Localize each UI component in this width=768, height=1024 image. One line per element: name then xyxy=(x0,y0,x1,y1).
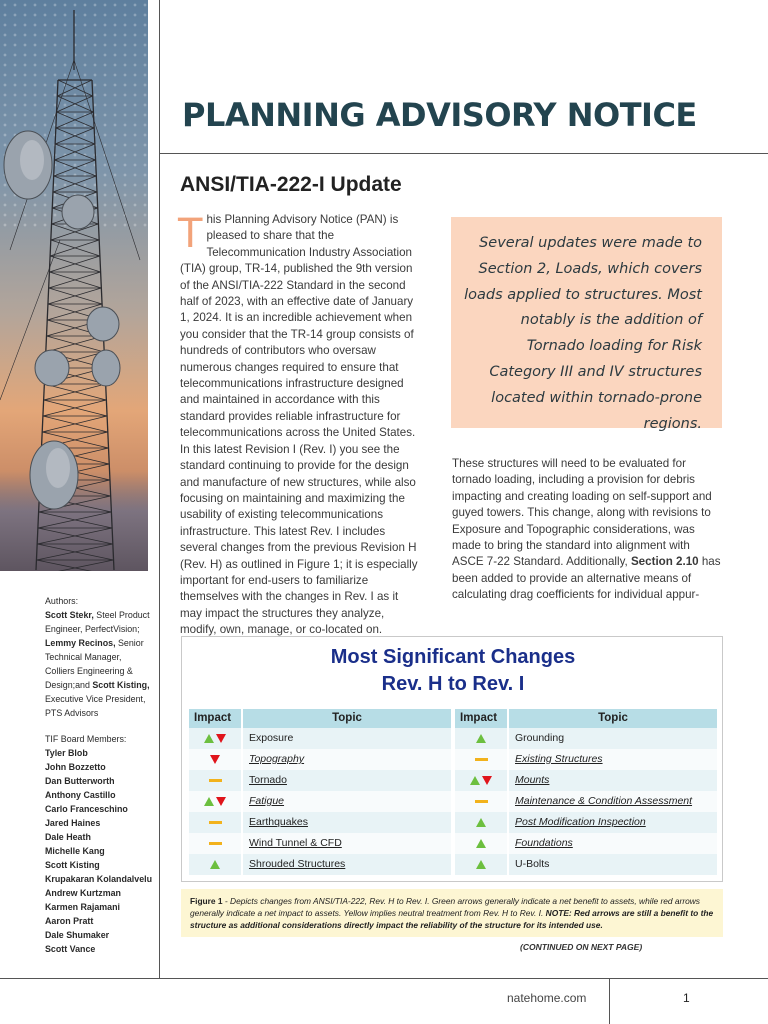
table-row xyxy=(455,749,717,770)
impact-indicator xyxy=(189,770,241,791)
article-text-1: his Planning Advisory Notice (PAN) is pleased to share that the Telecommunication Industry Association (TIA) group, TR-14, published the 9th version of the ANSI/TIA-222 Standard in the second half of 2023, with an effective date of January 1, 2024. It is an incredible achievement when you consider that the TR-14 group consists of hundreds of contributors who oversaw numerous changes required to ensure that telecommunications infrastructure designed and maintained in accordance with this standard provides reliable infrastructure for telecommunications across the United States. In this latest Revision I (Rev. I) you see the standard continuing to provide for the design and manufacture of new structures, while also focusing on maintaining and maximizing the usability of existing telecommunications infrastructure. This latest Rev. I includes several changes from the previous Revision H (Rev. H) as outlined in Figure 1; it is especially important for end-users to familiarize themselves with the changes in Rev. I as it may impact the structures they analyze, modify, own, manage, or co-located on. xyxy=(180,213,418,637)
caption-text: - Depicts changes from ANSI/TIA-222, Rev. H to Rev. I. Green arrows generally indicate a net benefit to assets, while red arrows generally indicate a net impact to assets. Yellow implies neutral treatment from Rev. H to Rev. I. xyxy=(190,896,700,919)
impact-indicator xyxy=(189,791,241,812)
board-label: TIF Board Members: xyxy=(45,734,127,744)
topic-cell: Existing Structures xyxy=(515,753,603,765)
impact-indicator xyxy=(189,728,241,749)
impact-indicator xyxy=(455,770,507,791)
board-members-list xyxy=(45,746,153,956)
article-column-2 xyxy=(452,456,722,604)
table-row xyxy=(455,854,717,875)
pull-quote-callout xyxy=(451,217,722,432)
topic-header: Topic xyxy=(241,709,451,728)
table-row xyxy=(455,770,717,791)
author-name: Scott Stekr, xyxy=(45,610,94,620)
board-member: Andrew Kurtzman xyxy=(45,888,121,898)
topic-cell: U-Bolts xyxy=(515,858,550,870)
article-column-1 xyxy=(180,212,423,639)
impact-indicator xyxy=(189,833,241,854)
topic-cell: Tornado xyxy=(249,774,287,786)
green-up-arrow-icon xyxy=(476,839,486,848)
red-down-arrow-icon xyxy=(216,734,226,743)
impact-header: Impact xyxy=(194,712,232,724)
board-member: Michelle Kang xyxy=(45,846,105,856)
green-up-arrow-icon xyxy=(476,860,486,869)
topic-cell: Topography xyxy=(249,753,305,765)
impact-indicator xyxy=(455,728,507,749)
red-down-arrow-icon xyxy=(482,776,492,785)
board-member: Scott Kisting xyxy=(45,860,100,870)
caption-label: Figure 1 xyxy=(190,896,223,906)
board-member: Dan Butterworth xyxy=(45,776,115,786)
yellow-dash-icon xyxy=(475,800,488,803)
yellow-dash-icon xyxy=(209,821,222,824)
table-row xyxy=(455,812,717,833)
board-member: Aaron Pratt xyxy=(45,916,94,926)
section-reference: Section 2.10 xyxy=(630,555,699,569)
topic-header: Topic xyxy=(507,709,717,728)
board-member: John Bozzetto xyxy=(45,762,106,772)
article-text-2a: These structures will need to be evaluated for tornado loading, including a provision for debris impacting and creating loading on self-support and guyed towers. This change, along with revisions to Exposure and Topographic considerations, was made to bring the standard into alignment with ASCE 7-22 Standard. Additionally, xyxy=(452,457,712,569)
red-down-arrow-icon xyxy=(210,755,220,764)
impact-indicator xyxy=(189,812,241,833)
changes-figure xyxy=(181,636,723,882)
authors-list xyxy=(45,608,153,720)
topic-cell: Post Modification Inspection xyxy=(515,816,646,828)
board-member: Dale Heath xyxy=(45,832,91,842)
figure-title-line-1: Most Significant Changes xyxy=(330,646,576,668)
figure-title-line-2: Rev. H to Rev. I xyxy=(381,673,525,695)
figure-caption xyxy=(181,889,723,937)
topic-cell: Exposure xyxy=(249,732,294,744)
board-member: Krupakaran Kolandalvelu xyxy=(45,874,153,884)
page-number: 1 xyxy=(683,991,690,1005)
green-up-arrow-icon xyxy=(470,776,480,785)
table-row xyxy=(189,833,451,854)
board-member: Karmen Rajamani xyxy=(45,902,120,912)
green-up-arrow-icon xyxy=(476,734,486,743)
drop-cap: T xyxy=(178,211,203,257)
topic-cell: Maintenance & Condition Assessment xyxy=(515,795,693,807)
table-row xyxy=(455,833,717,854)
impact-indicator xyxy=(455,749,507,770)
table-row xyxy=(189,854,451,875)
topic-cell: Foundations xyxy=(515,837,573,849)
impact-indicator xyxy=(455,812,507,833)
table-header xyxy=(455,709,717,728)
red-down-arrow-icon xyxy=(216,797,226,806)
author-name: Lemmy Recinos, xyxy=(45,638,116,648)
continued-note: (CONTINUED ON NEXT PAGE) xyxy=(520,942,643,952)
credits-sidebar xyxy=(45,594,153,956)
board-member: Anthony Castillo xyxy=(45,790,116,800)
author-detail: Steel Product Engineer, PerfectVision; xyxy=(45,610,150,634)
author-detail: Executive Vice President, PTS Advisors xyxy=(45,694,146,718)
board-member: Scott Vance xyxy=(45,944,96,954)
caption-note: NOTE: Red arrows are still a benefit to the structure as additional considerations directly impact the reliability of the structure for its intended use. xyxy=(190,908,714,931)
author-detail: Senior Technical Manager, Colliers Engineering & Design;and xyxy=(45,638,144,690)
yellow-dash-icon xyxy=(209,842,222,845)
table-row xyxy=(189,812,451,833)
board-member: Carlo Franceschino xyxy=(45,804,128,814)
table-row xyxy=(455,791,717,812)
impact-indicator xyxy=(455,854,507,875)
table-row xyxy=(189,770,451,791)
authors-label: Authors: xyxy=(45,596,79,606)
author-name: Scott Kisting, xyxy=(92,680,150,690)
board-member: Dale Shumaker xyxy=(45,930,110,940)
impact-indicator xyxy=(455,833,507,854)
table-row xyxy=(189,749,451,770)
page-title: PLANNING ADVISORY NOTICE xyxy=(182,96,697,134)
article-subtitle: ANSI/TIA-222-I Update xyxy=(180,173,402,196)
impact-indicator xyxy=(189,854,241,875)
pull-quote-text: Several updates were made to Section 2, Loads, which covers loads applied to structures. Most notably is the addition of Tornado loading for Risk Category III and IV structures located within tornado-prone regions. xyxy=(464,235,702,432)
board-member: Jared Haines xyxy=(45,818,101,828)
impact-indicator xyxy=(189,749,241,770)
topic-cell: Fatigue xyxy=(249,795,285,807)
impact-indicator xyxy=(455,791,507,812)
topic-cell: Shrouded Structures xyxy=(249,858,346,870)
yellow-dash-icon xyxy=(475,758,488,761)
green-up-arrow-icon xyxy=(204,797,214,806)
article-text-2b: has been added to provide an alternative means of calculating drag coefficients for individual appur- xyxy=(452,555,721,602)
table-row xyxy=(189,728,451,749)
topic-cell: Wind Tunnel & CFD xyxy=(249,837,342,849)
cell-tower-photo xyxy=(0,0,148,571)
green-up-arrow-icon xyxy=(476,818,486,827)
table-header xyxy=(189,709,451,728)
changes-table-right xyxy=(455,709,717,875)
topic-cell: Mounts xyxy=(515,774,550,786)
board-member: Tyler Blob xyxy=(45,748,88,758)
green-up-arrow-icon xyxy=(204,734,214,743)
green-up-arrow-icon xyxy=(210,860,220,869)
topic-cell: Grounding xyxy=(515,732,565,744)
yellow-dash-icon xyxy=(209,779,222,782)
table-row xyxy=(455,728,717,749)
changes-table-left xyxy=(189,709,451,875)
table-row xyxy=(189,791,451,812)
topic-cell: Earthquakes xyxy=(249,816,308,828)
footer-url[interactable]: natehome.com xyxy=(507,991,587,1005)
impact-header: Impact xyxy=(460,712,498,724)
